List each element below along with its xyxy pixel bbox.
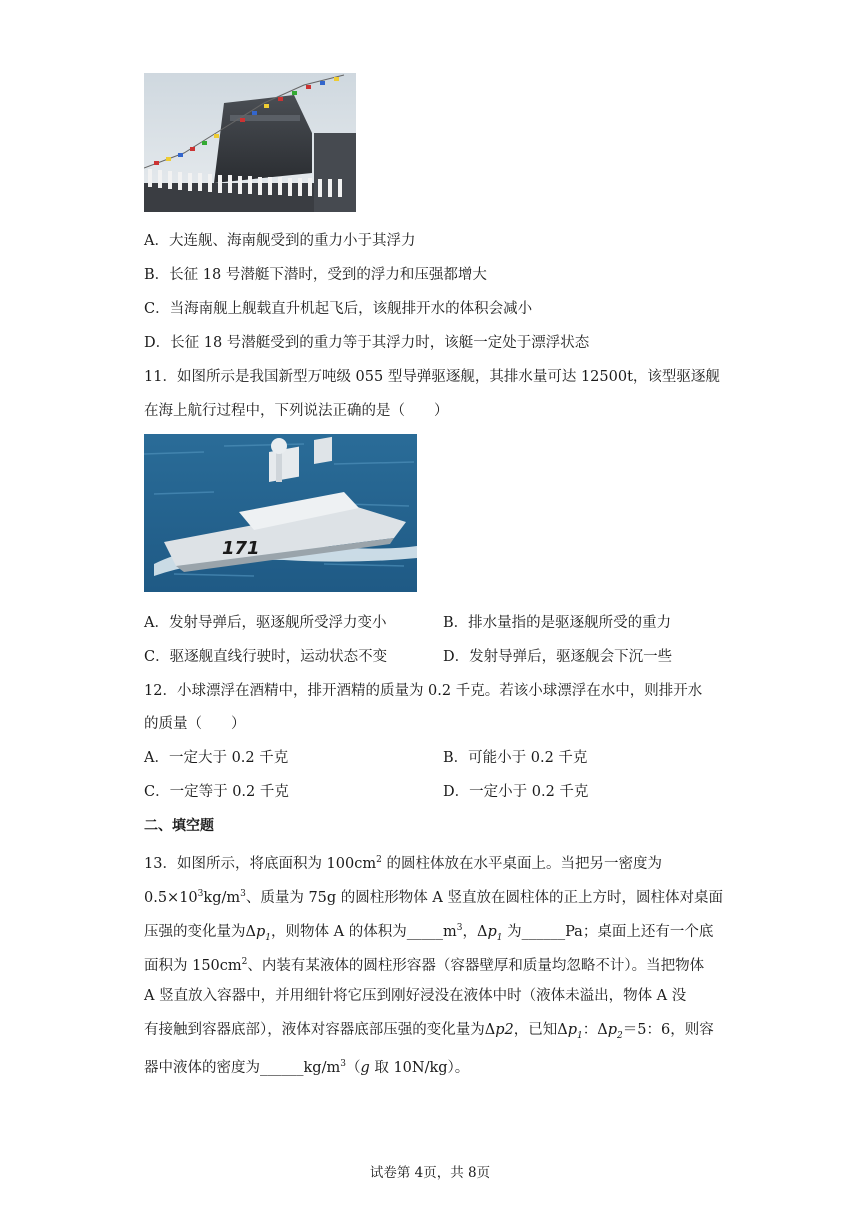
q13-line6: 有接触到容器底部），液体对容器底部压强的变化量为Δp2，已知$\Delta p_1$：$\Delta p_2=5$：6，则容 <box>144 1022 714 1041</box>
hull-number: 171 <box>222 538 260 559</box>
q12-option-c: C．一定等于 0.2 千克 <box>144 784 289 800</box>
q13-line2: $0.5\times 10^3kg/m^3$、质量为 75g 的圆柱形物体 A 竖直放在圆柱体的正上方时，圆柱体对桌面 <box>144 889 723 906</box>
q13-line4: 面积为 $150cm^2$、内装有某液体的圆柱形容器（容器壁厚和质量均忽略不计）。当把物体 <box>144 957 705 974</box>
submarine-photo <box>144 73 356 212</box>
q12-option-d: D．一定小于 0.2 千克 <box>443 784 589 800</box>
q13-line1: 13．如图所示，将底面积为 $100cm^2$ 的圆柱体放在水平桌面上。当把另一密度为 <box>144 855 662 872</box>
q13-line3: 压强的变化量为$\Delta p_1$，则物体 A 的体积为$\_\_\_\_\_m^3$，$\Delta p_1$ 为______Pa；桌面上还有一个底 <box>144 923 714 943</box>
q11-option-a: A．发射导弹后，驱逐舰所受浮力变小 <box>144 615 387 631</box>
q10-option-b: B．长征 18 号潜艇下潜时，受到的浮力和压强都增大 <box>144 267 487 283</box>
q13-line5: A 竖直放入容器中，并用细针将它压到刚好浸没在液体中时（液体未溢出，物体 A 没 <box>144 988 687 1004</box>
q10-option-d: D．长征 18 号潜艇受到的重力等于其浮力时，该艇一定处于漂浮状态 <box>144 335 590 351</box>
q11-stem-line1: 11．如图所示是我国新型万吨级 055 型导弹驱逐舰，其排水量可达 12500t，该型驱逐舰 <box>144 369 720 385</box>
q11-option-c: C．驱逐舰直线行驶时，运动状态不变 <box>144 649 388 665</box>
q11-option-b: B．排水量指的是驱逐舰所受的重力 <box>443 615 672 631</box>
q12-option-b: B．可能小于 0.2 千克 <box>443 750 588 766</box>
q10-option-a: A．大连舰、海南舰受到的重力小于其浮力 <box>144 233 416 249</box>
q11-option-d: D．发射导弹后，驱逐舰会下沉一些 <box>443 649 673 665</box>
q10-option-c: C．当海南舰上舰载直升机起飞后，该舰排开水的体积会减小 <box>144 301 533 317</box>
q11-stem-line2: 在海上航行过程中，下列说法正确的是（ ） <box>144 403 449 419</box>
q13-line7: 器中液体的密度为$\_\_\_\_\_\_kg/m^3(g$ 取 10N/kg）。 <box>144 1059 470 1076</box>
q12-option-a: A．一定大于 0.2 千克 <box>144 750 289 766</box>
q12-stem-line2: 的质量（ ） <box>144 716 246 732</box>
page-footer: 试卷第 4页，共 8页 <box>369 1165 491 1181</box>
q12-stem-line1: 12．小球漂浮在酒精中，排开酒精的质量为 0.2 千克。若该小球漂浮在水中，则排开水 <box>144 683 703 699</box>
destroyer-photo <box>144 434 417 592</box>
section-title: 二、填空题 <box>144 818 214 834</box>
